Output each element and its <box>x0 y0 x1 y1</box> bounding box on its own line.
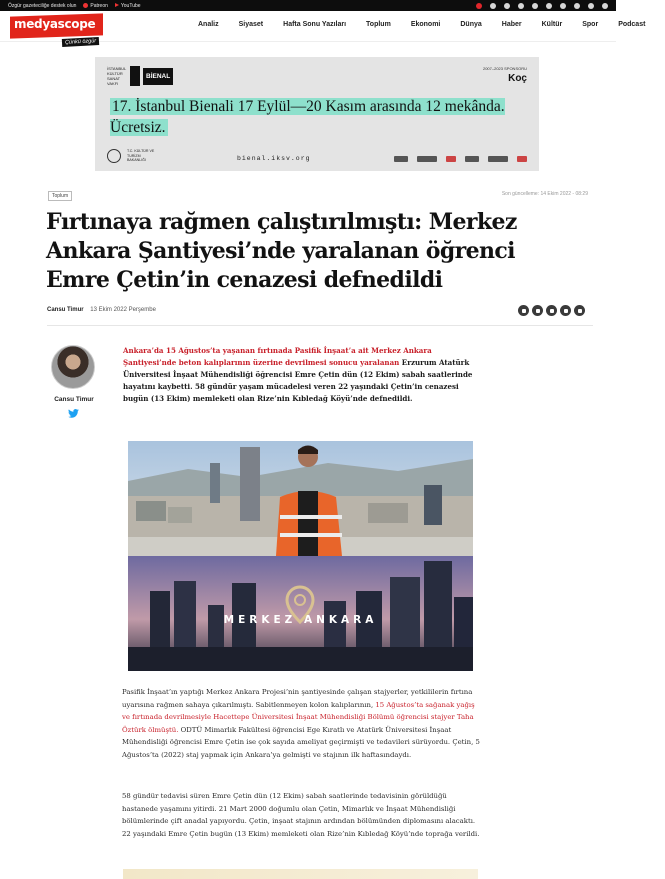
patreon-link[interactable] <box>83 3 108 9</box>
paragraph-text: ODTÜ Mimarlık Fakültesi öğrencisi Ege Kıratlı ve Atatürk Üniversitesi İnşaat Mühendisliği öğrencisi Emre Çetin ise çok sayıda ameliyat geçirmişti ve tedavileri sürüyordu. Çetin, 5 Ağustos’ta (2022) staj yapmak için Ankara’ya gelmişti ve stajının ilk haftasındaydı. <box>122 725 480 759</box>
author-name[interactable]: Cansu Timur <box>54 396 94 403</box>
nav-item[interactable]: Analiz <box>198 21 219 28</box>
youtube-link[interactable] <box>115 3 141 9</box>
support-links <box>8 3 141 9</box>
site-header <box>0 11 646 46</box>
sponsor-logo <box>417 156 437 162</box>
lead-text: Erzurum Atatürk Üniversitesi İnşaat Mühendisliği öğrencisi Emre Çetin dün (12 Ekim) sabah saatlerinde hayatını kaybetti. 58 gündür yaşam mücadelesi veren 22 yaşındaki Çetin’in cenazesi bugün (13 Ekim) memleketi olan Rize’nin Kıbledağ Köyü’nde defnedildi. <box>123 358 473 403</box>
article-lead <box>123 345 478 405</box>
banner-sponsor <box>483 66 527 84</box>
article-paragraph <box>122 686 482 761</box>
spotify-icon[interactable] <box>560 3 566 9</box>
category-badge[interactable]: Toplum <box>48 191 72 201</box>
email-icon <box>564 309 568 313</box>
iksv-logo <box>107 66 173 86</box>
bienal-label: BİENAL <box>143 68 173 85</box>
ministry-logo <box>107 149 157 163</box>
pocket-share-button[interactable] <box>546 305 557 316</box>
youtube-label: YouTube <box>120 2 141 9</box>
image-overlay-caption: MERKEZ ANKARA <box>223 614 378 626</box>
last-updated: Son güncelleme: 14 Ekim 2022 - 08:29 <box>501 191 588 197</box>
patreon-icon[interactable] <box>490 3 496 9</box>
facebook-icon <box>522 309 526 313</box>
paragraph-text: Pasifik İnşaat’ın yaptığı Merkez Ankara Projesi’nin şantiyesinde çalışan stajyerler, yetkililerin fırtına uyarısına rağmen sahaya çıkarılmıştı. Sabitlenmeyen kolon kalıplarının, <box>122 688 473 709</box>
iksv-logo-text: İSTANBUL KÜLTÜR SANAT VAKFI <box>107 66 127 86</box>
nav-item[interactable]: Toplum <box>366 21 391 28</box>
sponsor-logo <box>488 156 508 162</box>
nav-item[interactable]: Ekonomi <box>410 21 441 28</box>
byline <box>47 307 156 313</box>
rss-icon[interactable] <box>602 3 608 9</box>
social-icons <box>476 3 608 9</box>
apple-podcast-icon[interactable] <box>588 3 594 9</box>
divider <box>47 325 593 326</box>
banner-headline <box>110 96 539 138</box>
top-support-bar <box>0 0 616 11</box>
email-share-button[interactable] <box>560 305 571 316</box>
bottom-ad-strip[interactable] <box>123 869 478 879</box>
banner-headline-text: 17. İstanbul Bienali 17 Eylül—20 Kasım arasında 12 mekânda. Ücretsiz. <box>110 98 505 136</box>
twitter-icon[interactable] <box>68 409 79 418</box>
nav-item[interactable]: Dünya <box>460 21 482 28</box>
logo-text: medyascope <box>14 17 96 32</box>
article-paragraph: 58 gündür tedavisi süren Emre Çetin dün (12 Ekim) sabah saatlerinde tedavisinin görüldüğü hastanede yaşamını yitirdi. 21 Mart 2000 doğumlu olan Çetin, Mimarlık ve İnşaat Mühendisliği bölümlerinde çift anadal yapıyordu. Çetin, inşaat stajının ardından bölümünden diplomasını alacaktı. 22 yaşındaki Emre Çetin bugün (13 Ekim) memleketi olan Rize’nin Kıbledağ Köyü’nde toprağa verildi. <box>122 792 480 838</box>
site-logo[interactable] <box>10 13 103 38</box>
paragraph-link[interactable]: 15 Ağustos’ta sağanak yağış ve fırtınada devrilmesiyle Hacettepe Üniversitesi İnşaat Mühendisliği Bölümü öğrencisi stajyer Taha Öztürk ölmüştü. <box>122 700 475 734</box>
nav-item[interactable]: Podcast <box>618 21 646 28</box>
ministry-label: T.C. KÜLTÜR VE TURİZM BAKANLIĞI <box>127 149 155 163</box>
author-avatar[interactable] <box>51 345 95 389</box>
publish-date: 13 Ekim 2022 Perşembe <box>90 307 156 313</box>
main-nav <box>198 21 665 28</box>
support-link[interactable]: Özgür gazeteciliğe destek olun <box>8 2 77 9</box>
nav-item[interactable]: Kültür <box>541 21 563 28</box>
pocket-icon <box>550 309 554 313</box>
lead-link[interactable]: Ankara’da 15 Ağustos’ta yaşanan fırtınada Pasifik İnşaat’a ait Merkez Ankara Şantiyesi’nde beton kalıplarının üzerine devrilmesi sonucu yaralanan <box>123 346 432 367</box>
print-icon <box>578 309 582 313</box>
instagram-icon[interactable] <box>546 3 552 9</box>
logo-tagline: Çünkü özgür <box>62 37 100 47</box>
print-button[interactable] <box>574 305 585 316</box>
search-icon[interactable] <box>476 3 482 9</box>
article-title: Fırtınaya rağmen çalıştırılmıştı: Merkez Ankara Şantiyesi’nde yaralanan öğrenci Emre Çetin’in cenazesi defnedildi <box>46 209 517 293</box>
facebook-share-button[interactable] <box>518 305 529 316</box>
youtube-icon[interactable] <box>504 3 510 9</box>
koc-logo: Koç <box>508 73 527 84</box>
article-image <box>128 441 473 671</box>
nav-item[interactable]: Siyaset <box>238 21 264 28</box>
patreon-label: Patreon <box>90 2 108 9</box>
youtube-icon <box>115 3 119 7</box>
twitter-share-button[interactable] <box>532 305 543 316</box>
nav-item[interactable]: Hafta Sonu Yazıları <box>283 21 347 28</box>
sponsor-logo <box>465 156 479 162</box>
iksv-mark <box>130 66 140 86</box>
biennial-banner-ad[interactable] <box>95 57 539 171</box>
twitter-icon <box>536 309 540 313</box>
facebook-icon[interactable] <box>532 3 538 9</box>
ministry-seal-icon <box>107 149 121 163</box>
sponsor-logo <box>517 156 527 162</box>
patreon-icon <box>83 3 88 8</box>
sponsor-logo <box>446 156 456 162</box>
banner-sponsor-logos <box>394 156 527 162</box>
twitter-icon[interactable] <box>518 3 524 9</box>
sponsor-logo <box>394 156 408 162</box>
sponsor-label: 2007–2023 SPONSORU <box>482 66 527 71</box>
author-link[interactable]: Cansu Timur <box>47 307 84 313</box>
banner-url: bienal.iksv.org <box>237 155 311 162</box>
soundcloud-icon[interactable] <box>574 3 580 9</box>
share-buttons <box>518 305 585 316</box>
article-photo <box>128 441 473 671</box>
nav-item[interactable]: Haber <box>501 21 522 28</box>
nav-item[interactable]: Spor <box>582 21 599 28</box>
